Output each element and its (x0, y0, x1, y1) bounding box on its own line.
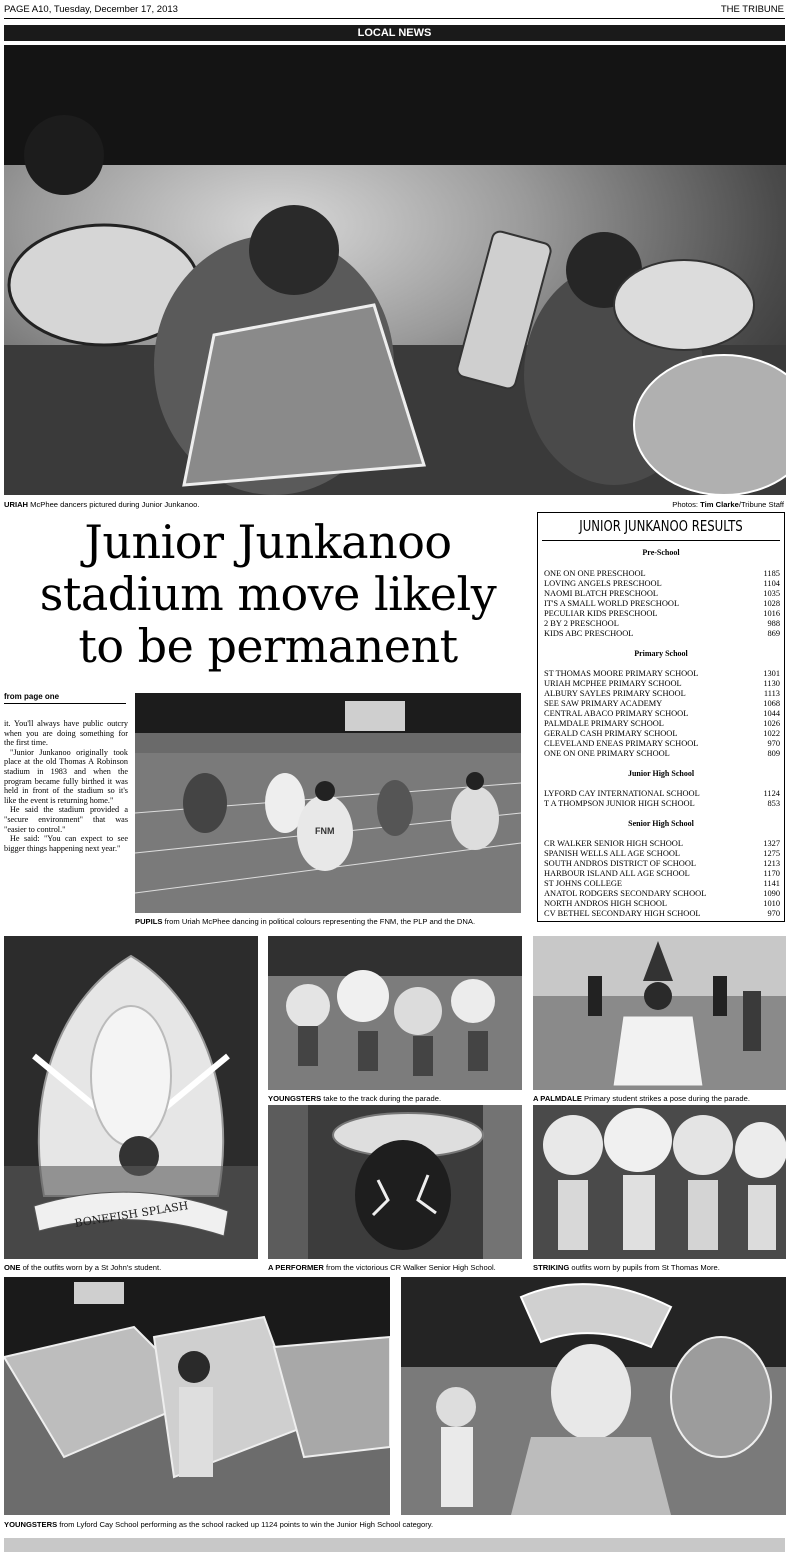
result-row (544, 679, 780, 689)
school-score: 1022 (763, 729, 780, 738)
results-section-heading: Junior High School (627, 769, 695, 778)
credit-suffix: /Tribune Staff (738, 500, 784, 509)
school-score: 970 (767, 739, 780, 748)
school-name: URIAH MCPHEE PRIMARY SCHOOL (544, 679, 682, 688)
school-name: ST THOMAS MOORE PRIMARY SCHOOL (544, 669, 699, 678)
school-score: 1185 (763, 569, 780, 578)
striking-caption (533, 1263, 720, 1273)
result-row (544, 699, 780, 709)
school-score: 1028 (763, 599, 780, 608)
main-photo-caption (4, 500, 199, 510)
results-section-heading: Primary School (634, 649, 688, 658)
shirt-letters: FNM (315, 826, 335, 836)
school-score: 1113 (763, 689, 780, 698)
school-name: SOUTH ANDROS DISTRICT OF SCHOOL (544, 859, 697, 868)
school-score: 1068 (763, 699, 780, 708)
caption-lead: A PALMDALE (533, 1094, 582, 1103)
result-row (544, 719, 780, 729)
costume-banner-text: BONEFISH SPLASH (73, 1199, 190, 1230)
article-body (4, 719, 128, 853)
article-paragraph: He said the stadium provided a "secure environment" that was "easier to control." (4, 805, 128, 834)
result-row (544, 789, 780, 799)
school-score: 869 (767, 629, 780, 638)
headline-line: Junior Junkanoo (84, 515, 452, 569)
caption-text: outfits worn by pupils from St Thomas More. (569, 1263, 720, 1272)
result-row (544, 579, 780, 589)
performer-caption (268, 1263, 496, 1273)
school-name: LOVING ANGELS PRESCHOOL (544, 579, 662, 588)
performer-photo (268, 1105, 522, 1259)
result-row (544, 879, 780, 889)
article-paragraph: it. You'll always have public outcry when you are doing something for the first time. (4, 719, 128, 748)
result-row (544, 739, 780, 749)
headline-line: to be permanent (78, 619, 458, 673)
result-row (544, 599, 780, 609)
caption-lead: URIAH (4, 500, 29, 509)
publication-name: THE TRIBUNE (720, 4, 784, 15)
striking-photo (533, 1105, 786, 1259)
st-johns-photo (4, 936, 258, 1259)
caption-lead: PUPILS (135, 917, 163, 926)
school-score: 1090 (763, 889, 780, 898)
caption-lead: STRIKING (533, 1263, 570, 1272)
result-row (544, 799, 780, 809)
school-score: 1213 (763, 859, 780, 868)
jump-divider (4, 703, 126, 704)
school-name: KIDS ABC PRESCHOOL (544, 629, 634, 638)
youngsters-track-caption (268, 1094, 441, 1104)
photo-credit (672, 500, 784, 510)
lyford-photo-right (401, 1277, 786, 1515)
school-score: 988 (767, 619, 780, 628)
caption-lead: YOUNGSTERS (4, 1520, 58, 1529)
credit-prefix: Photos: (672, 500, 701, 509)
school-name: PECULIAR KIDS PRESCHOOL (544, 609, 658, 618)
school-score: 1141 (763, 879, 780, 888)
school-name: ONE ON ONE PRIMARY SCHOOL (544, 749, 670, 758)
main-photo (4, 45, 786, 495)
school-score: 1044 (763, 709, 780, 718)
school-score: 1035 (763, 589, 780, 598)
school-name: SPANISH WELLS ALL AGE SCHOOL (544, 849, 681, 858)
caption-text: of the outfits worn by a St John's student. (20, 1263, 162, 1272)
jump-label: from page one (4, 692, 60, 701)
school-name: CLEVELAND ENEAS PRIMARY SCHOOL (544, 739, 699, 748)
result-row (544, 669, 780, 679)
school-name: CR WALKER SENIOR HIGH SCHOOL (544, 839, 683, 848)
results-section-heading: Senior High School (628, 819, 694, 828)
school-name: NORTH ANDROS HIGH SCHOOL (544, 899, 668, 908)
headline-line: stadium move likely (39, 567, 497, 621)
school-name: ST JOHNS COLLEGE (544, 879, 623, 888)
result-row (544, 629, 780, 639)
school-name: LYFORD CAY INTERNATIONAL SCHOOL (544, 789, 700, 798)
school-name: ONE ON ONE PRESCHOOL (544, 569, 646, 578)
result-row (544, 729, 780, 739)
school-name: HARBOUR ISLAND ALL AGE SCHOOL (544, 869, 690, 878)
result-row (544, 569, 780, 579)
st-johns-caption (4, 1263, 161, 1273)
lyford-caption (4, 1520, 433, 1530)
result-row (544, 849, 780, 859)
result-row (544, 889, 780, 899)
results-section-heading: Pre-School (642, 548, 680, 557)
result-row (544, 859, 780, 869)
caption-text: from Uriah McPhee dancing in political colours representing the FNM, the PLP and the DNA. (162, 917, 476, 926)
school-score: 970 (767, 909, 780, 918)
palmdale-photo (533, 936, 786, 1090)
school-name: NAOMI BLATCH PRESCHOOL (544, 589, 659, 598)
school-score: 1026 (763, 719, 780, 728)
school-score: 1327 (763, 839, 780, 848)
header-divider (4, 18, 785, 19)
result-row (544, 619, 780, 629)
caption-text: from the victorious CR Walker Senior High School. (323, 1263, 496, 1272)
caption-text: take to the track during the parade. (321, 1094, 442, 1103)
result-row (544, 869, 780, 879)
school-name: ANATOL RODGERS SECONDARY SCHOOL (544, 889, 707, 898)
result-row (544, 609, 780, 619)
caption-text: from Lyford Cay School performing as the school racked up 1124 points to win the Junior High School category. (57, 1520, 434, 1529)
school-score: 809 (767, 749, 780, 758)
result-row (544, 689, 780, 699)
school-name: IT'S A SMALL WORLD PRESCHOOL (544, 599, 680, 608)
caption-text: McPhee dancers pictured during Junior Junkanoo. (28, 500, 200, 509)
school-name: GERALD CASH PRIMARY SCHOOL (544, 729, 678, 738)
school-score: 1010 (763, 899, 780, 908)
article-paragraph: He said: "You can expect to see bigger things happening next year." (4, 834, 128, 853)
school-score: 1130 (763, 679, 780, 688)
school-name: PALMDALE PRIMARY SCHOOL (544, 719, 664, 728)
article-paragraph: "Junior Junkanoo originally took place at the old Thomas A Robinson stadium in 1983 and when the program became fully birthed it was held in front of the stadium so it's like the event is returning home." (4, 747, 128, 805)
school-name: 2 BY 2 PRESCHOOL (544, 619, 619, 628)
school-name: T A THOMPSON JUNIOR HIGH SCHOOL (544, 799, 695, 808)
school-name: SEE SAW PRIMARY ACADEMY (544, 699, 663, 708)
palmdale-caption (533, 1094, 750, 1104)
caption-lead: A PERFORMER (268, 1263, 324, 1272)
school-score: 1124 (763, 789, 780, 798)
youngsters-track-photo (268, 936, 522, 1090)
result-row (544, 709, 780, 719)
footer-bar (4, 1538, 785, 1552)
caption-lead: YOUNGSTERS (268, 1094, 322, 1103)
lyford-photo-left (4, 1277, 390, 1515)
school-score: 853 (767, 799, 780, 808)
school-score: 1016 (763, 609, 780, 618)
school-score: 1104 (763, 579, 780, 588)
results-box (537, 512, 785, 922)
school-score: 1275 (763, 849, 780, 858)
results-divider (542, 540, 780, 541)
page-info: PAGE A10, Tuesday, December 17, 2013 (4, 4, 178, 15)
pupils-photo (135, 693, 521, 913)
school-name: CV BETHEL SECONDARY HIGH SCHOOL (544, 909, 701, 918)
results-title: JUNIOR JUNKANOO RESULTS (579, 517, 743, 535)
school-score: 1301 (763, 669, 780, 678)
result-row (544, 839, 780, 849)
credit-name: Tim Clarke (700, 500, 739, 509)
pupils-caption (135, 917, 475, 927)
headline (10, 516, 526, 672)
result-row (544, 749, 780, 759)
school-name: CENTRAL ABACO PRIMARY SCHOOL (544, 709, 689, 718)
result-row (544, 589, 780, 599)
caption-lead: ONE (4, 1263, 21, 1272)
school-score: 1170 (763, 869, 780, 878)
caption-text: Primary student strikes a pose during the parade. (581, 1094, 750, 1103)
section-banner: LOCAL NEWS (4, 25, 785, 41)
result-row (544, 909, 780, 919)
school-name: ALBURY SAYLES PRIMARY SCHOOL (544, 689, 686, 698)
result-row (544, 899, 780, 909)
